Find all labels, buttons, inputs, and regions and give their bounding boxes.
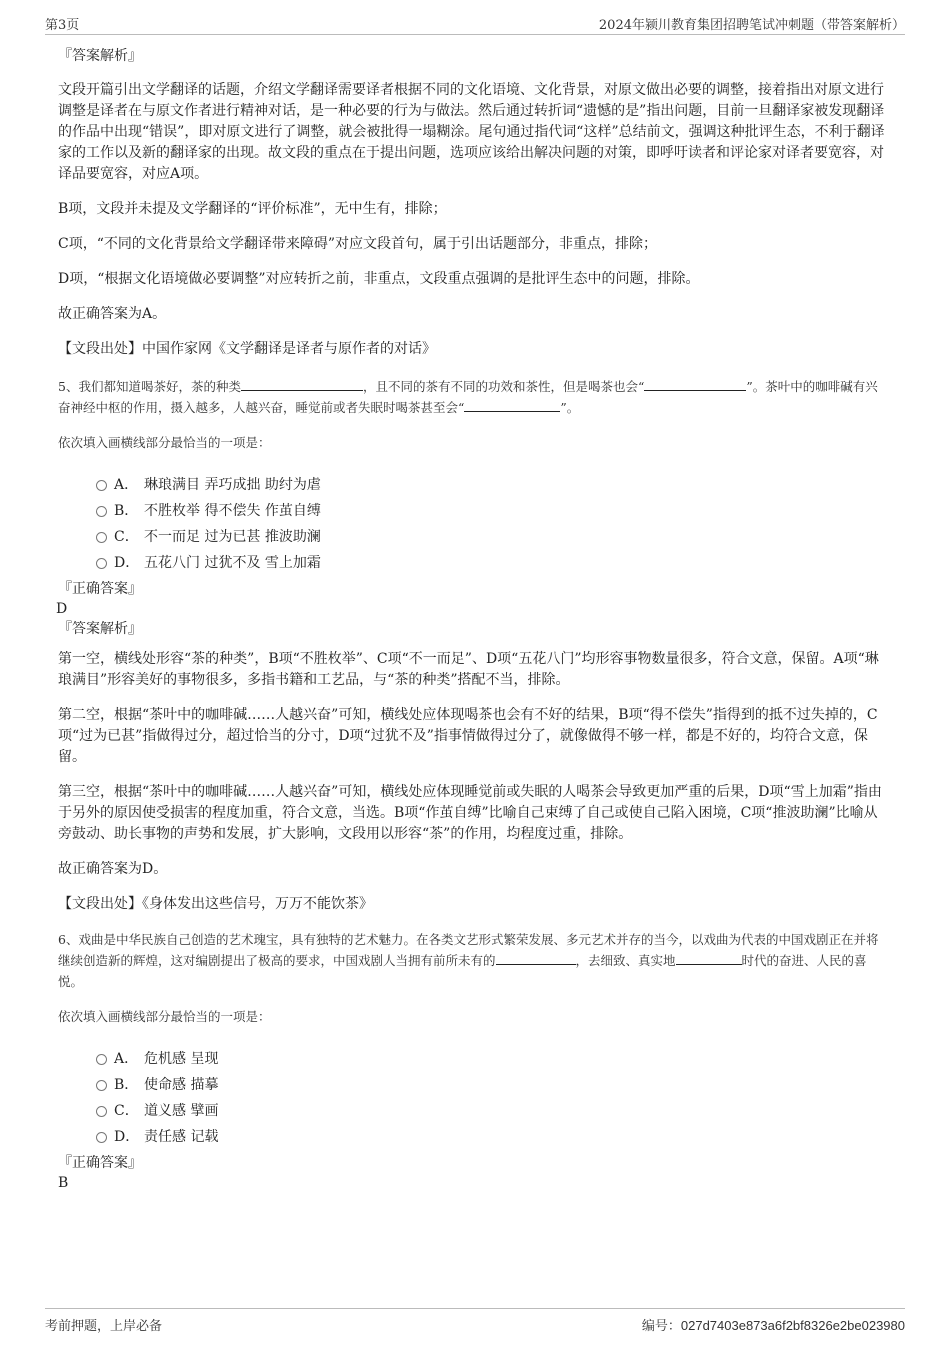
document-code: 编号：027d7403e873a6f2bf8326e2be023980 [641,1318,905,1334]
q6-option-d[interactable]: D． 责任感 记载 [58,1123,890,1149]
radio-icon[interactable] [96,558,107,569]
q5-option-a[interactable]: A． 琳琅满目 弄巧成拙 助纣为虐 [58,471,890,497]
footer-slogan: 考前押题，上岸必备 [45,1319,163,1334]
document-title: 2024年颍川教育集团招聘笔试冲刺题（带答案解析） [598,18,905,33]
q5-conclusion: 故正确答案为D。 [58,861,168,877]
q5-analysis-paragraph: 第三空，根据“茶叶中的咖啡碱……人越兴奋”可知，横线处应体现睡觉前或失眠的人喝茶会导致更加严重的后果，D项“雪上加霜”指由于另外的原因使受损害的程度加重，符合文意，当选。B项“作茧自缚”比喻自己束缚了自己或使自己陷入困境，C项“推波助澜”比喻从旁鼓动、助长事物的声势和发展，扩大影响，文段用以形容“茶”的作用，均程度过重，排除。 [58,784,882,842]
q5-analysis-label: 『答案解析』 [58,621,142,637]
q6-instruction: 依次填入画横线部分最恰当的一项是： [58,1009,271,1024]
q6-blank-2 [676,950,742,965]
q6-option-a[interactable]: A． 危机感 呈现 [58,1045,890,1071]
radio-icon[interactable] [96,1080,107,1091]
q5-answer: D [56,601,68,617]
q5-blank-3 [464,397,560,412]
radio-icon[interactable] [96,1054,107,1065]
radio-icon[interactable] [96,532,107,543]
q6-blank-1 [496,950,576,965]
q6-answer-label: 『正确答案』 [58,1155,142,1171]
radio-icon[interactable] [96,506,107,517]
q6-option-c[interactable]: C． 道义感 擘画 [58,1097,890,1123]
q5-blank-1 [241,376,363,391]
q5-stem: 5、我们都知道喝茶好，茶的种类 ，且不同的茶有不同的功效和茶性，但是喝茶也会“ ”。茶叶中的咖啡碱有兴奋神经中枢的作用，摄入越多，人越兴奋，睡觉前或者失眠时喝茶甚至会“ ”。 [58,376,890,418]
page-footer [45,1308,905,1339]
q5-blank-2 [644,376,746,391]
q4-analysis-paragraph: 文段开篇引出文学翻译的话题，介绍文学翻译需要译者根据不同的文化语境、文化背景，对原文做出必要的调整，接着指出对原文进行调整是译者在与原文作者进行精神对话，是一种必要的行为与做法。然后通过转折词“遗憾的是”指出问题，目前一旦翻译家被发现翻译的作品中出现“错误”，即对原文进行了调整，就会被批得一塌糊涂。尾句通过指代词“这样”总结前文，强调这种批评生态，不利于翻译家的工作以及新的翻译家的出现。故文段的重点在于提出问题，选项应该给出解决问题的对策，即呼吁读者和评论家对译者要宽容，对译品要宽容，对应A项。 [58,82,885,182]
q6-options [58,1045,890,1149]
radio-icon[interactable] [96,1106,107,1117]
q6-answer: B [58,1175,69,1191]
q4-analysis-paragraph: D项，“根据文化语境做必要调整”对应转折之前，非重点，文段重点强调的是批评生态中的问题，排除。 [58,271,700,287]
q4-conclusion: 故正确答案为A。 [58,306,167,322]
radio-icon[interactable] [96,1132,107,1143]
q6-stem: 6、戏曲是中华民族自己创造的艺术瑰宝，具有独特的艺术魅力。在各类文艺形式繁荣发展、多元艺术并存的当今，以戏曲为代表的中国戏剧正在并将继续创造新的辉煌，这对编剧提出了极高的要求，中国戏剧人当拥有前所未有的 ，去细致、真实地 时代的奋进、人民的喜悦。 [58,932,879,989]
q4-analysis-paragraph: B项，文段并未提及文学翻译的“评价标准”，无中生有，排除； [58,201,447,217]
q4-source: 【文段出处】中国作家网《文学翻译是译者与原作者的对话》 [58,341,436,357]
page-header [45,12,905,35]
q5-source: 【文段出处】《身体发出这些信号，万万不能饮茶》 [58,896,373,912]
q5-options [58,471,890,575]
q5-option-d[interactable]: D． 五花八门 过犹不及 雪上加霜 [58,549,890,575]
q5-option-c[interactable]: C． 不一而足 过为已甚 推波助澜 [58,523,890,549]
page-content [58,42,890,1193]
q6-option-b[interactable]: B． 使命感 描摹 [58,1071,890,1097]
q5-answer-label: 『正确答案』 [58,581,142,597]
q4-analysis-label: 『答案解析』 [58,48,142,64]
q5-option-b[interactable]: B． 不胜枚举 得不偿失 作茧自缚 [58,497,890,523]
q4-analysis-paragraph: C项，“不同的文化背景给文学翻译带来障碍”对应文段首句，属于引出话题部分，非重点，排除； [58,236,658,252]
radio-icon[interactable] [96,480,107,491]
page-number: 第3页 [45,18,80,33]
q5-instruction: 依次填入画横线部分最恰当的一项是： [58,435,271,450]
q5-analysis-paragraph: 第一空，横线处形容“茶的种类”，B项“不胜枚举”、C项“不一而足”、D项“五花八门”均形容事物数量很多，符合文意，保留。A项“琳琅满目”形容美好的事物很多，多指书籍和工艺品，与“茶的种类”搭配不当，排除。 [58,651,879,688]
q5-analysis-paragraph: 第二空，根据“茶叶中的咖啡碱……人越兴奋”可知，横线处应体现喝茶也会有不好的结果，B项“得不偿失”指得到的抵不过失掉的，C项“过为已甚”指做得过分，超过恰当的分寸，D项“过犹不及”指事情做得过分了，就像做得不够一样，都是不好的，均符合文意，保留。 [58,707,878,765]
